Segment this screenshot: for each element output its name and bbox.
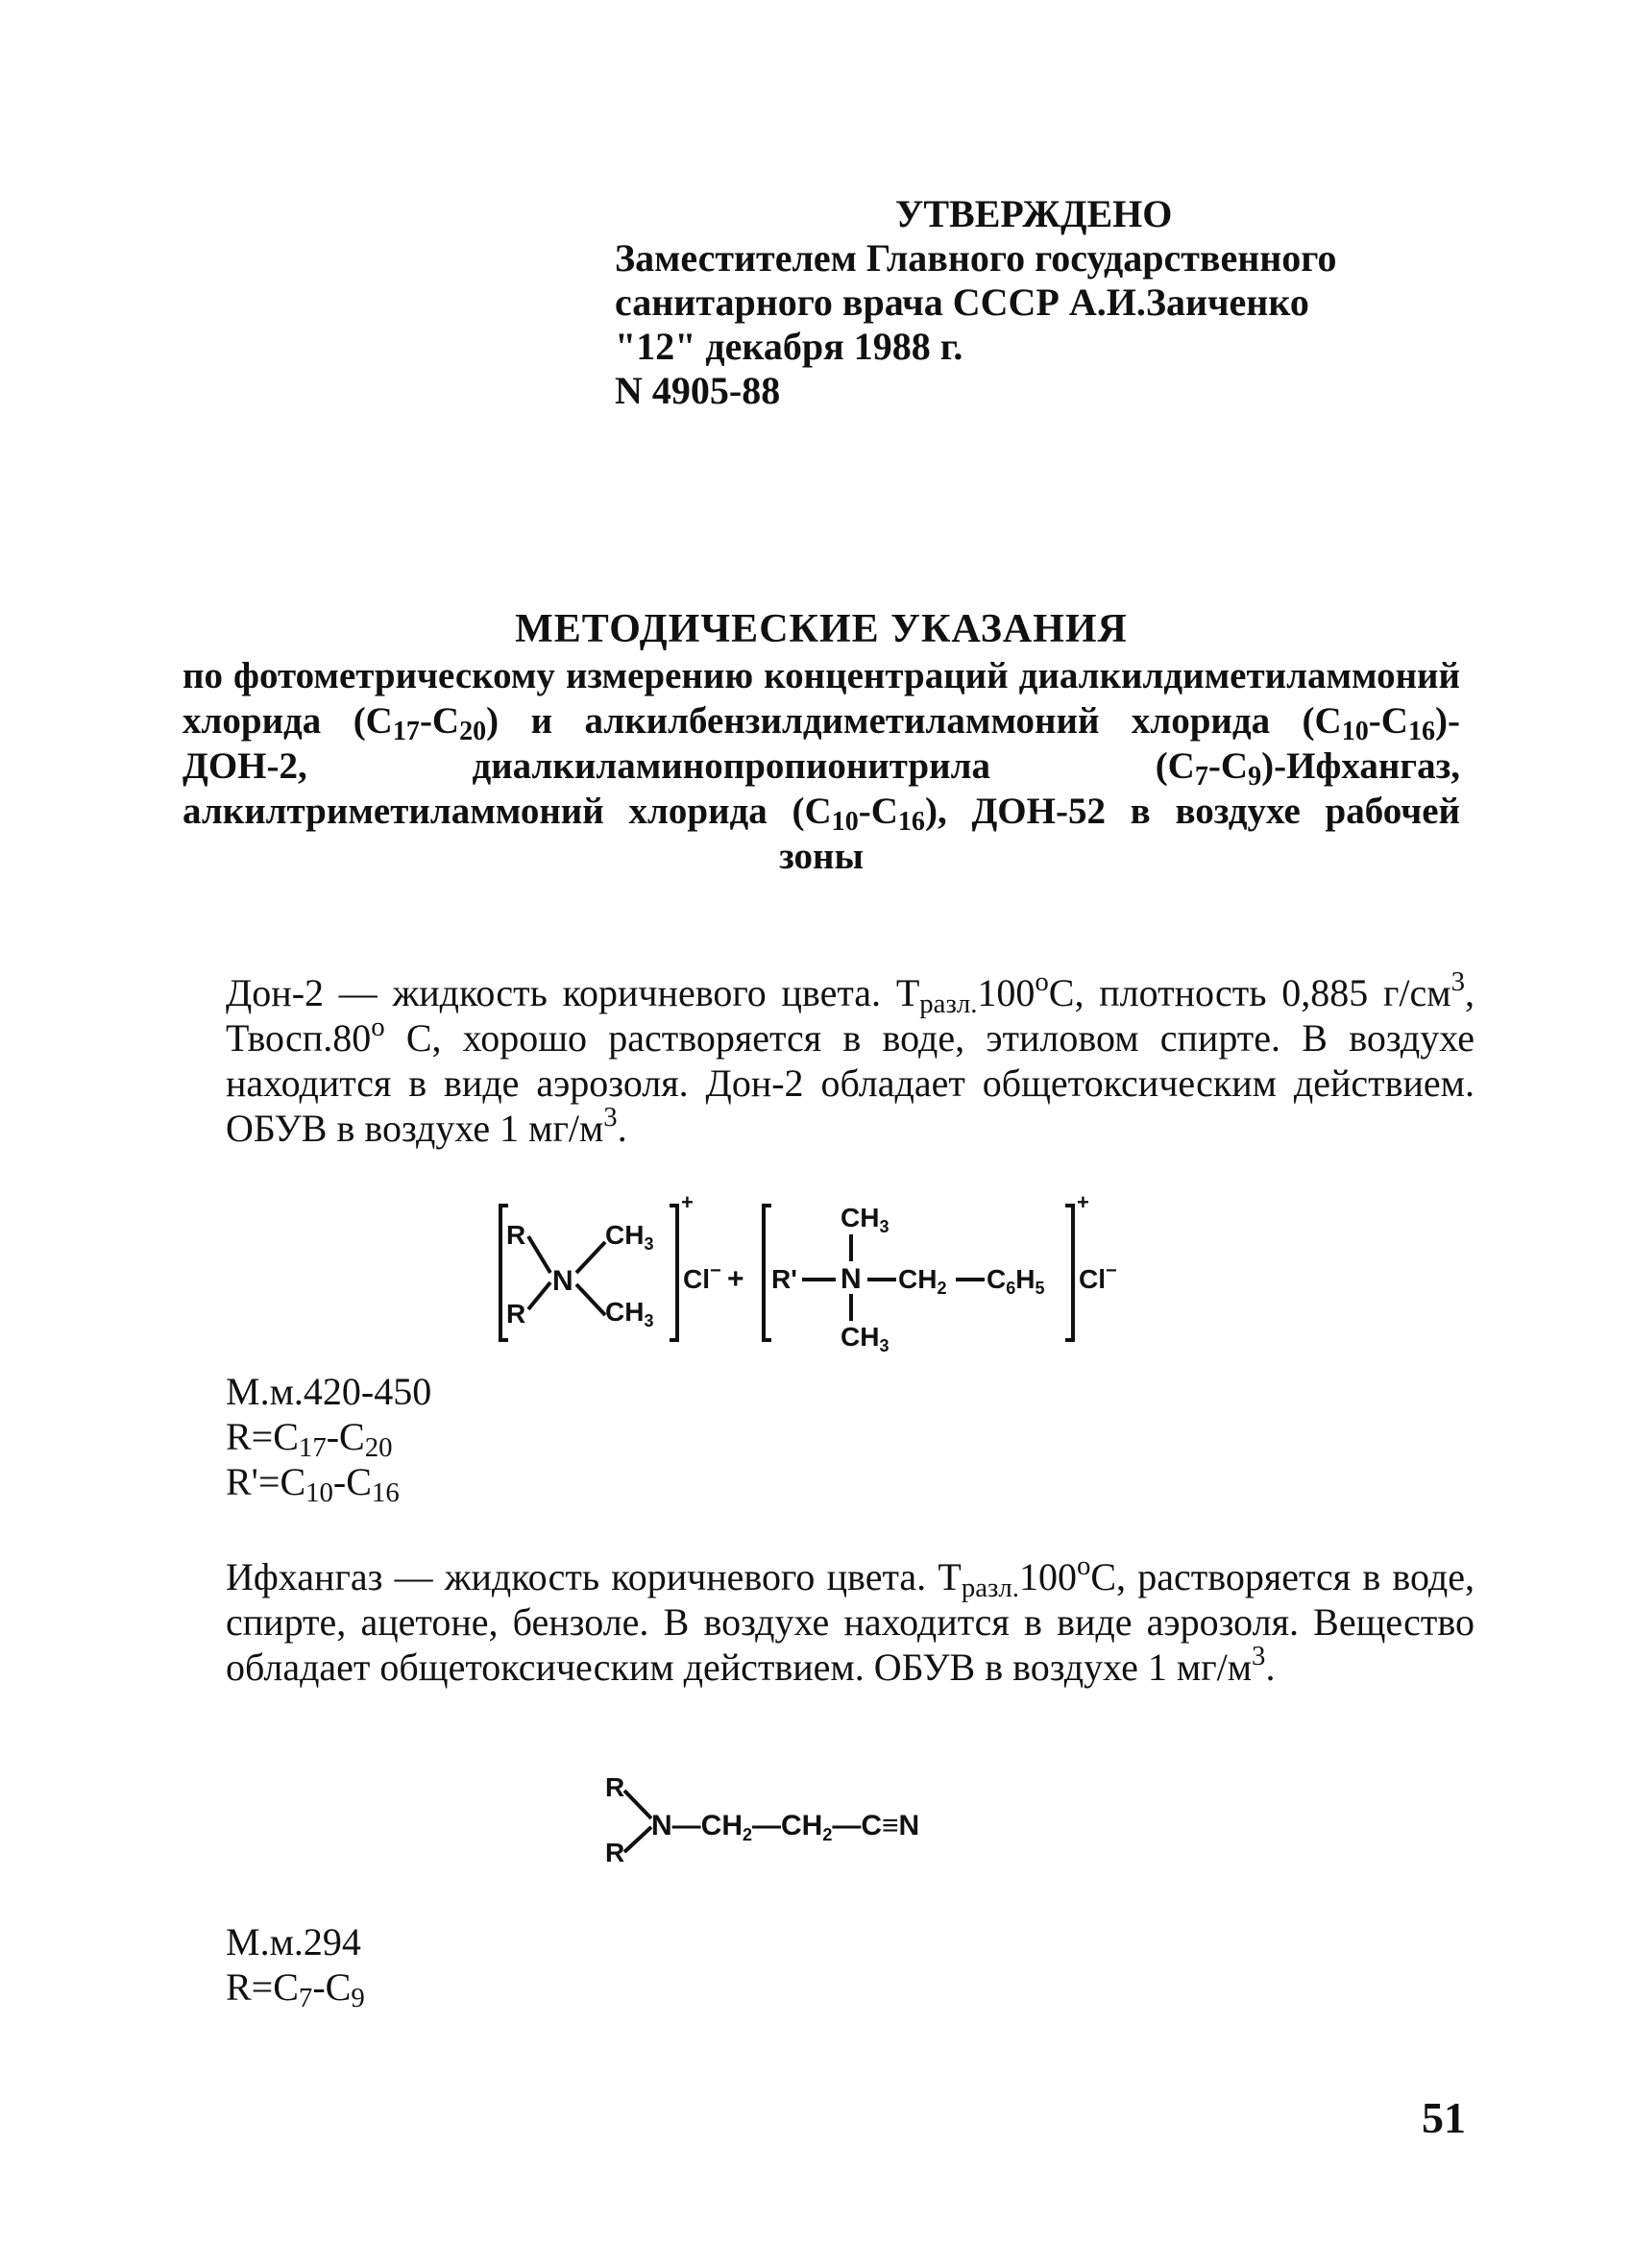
document-title: МЕТОДИЧЕСКИЕ УКАЗАНИЯ	[515, 607, 1128, 651]
subtitle-text: по фотометрическому измерению концентраций диалкилдиметиламмоний хлорида (C	[183, 655, 1460, 742]
paragraph-text: С, хорошо растворяется в воде, этиловом спирте. В воздухе находится в виде аэрозоля. Дон-2 обладает общетоксическим действием. ОБУВ в воздухе 1 мг/м	[226, 1016, 1475, 1150]
cl-text: Cl	[1079, 1264, 1106, 1294]
charge-minus: −	[710, 1260, 721, 1281]
ch3-group	[605, 1220, 653, 1254]
superscript: o	[1035, 966, 1049, 998]
subscript: 7	[1194, 762, 1208, 793]
bracket-right	[670, 1206, 677, 1340]
ch-text: CH	[605, 1297, 645, 1327]
r-text: R=C	[226, 1415, 299, 1458]
subscript: 17	[298, 1432, 327, 1464]
subscript: 16	[897, 807, 925, 838]
ch3-group	[841, 1322, 889, 1354]
r-prime-label: R'	[771, 1264, 797, 1294]
paragraph-text: Ифхангаз — жидкость коричневого цвета. Т	[226, 1555, 962, 1598]
subtitle-text: )-Ифхангаз, алкилтриметиламмоний хлорида (C	[183, 745, 1460, 832]
molecular-mass: М.м.294	[226, 1920, 361, 1963]
approval-line-1: Заместителем Главного государственного	[615, 236, 1337, 280]
c-text: C	[987, 1264, 1007, 1294]
phenyl-group	[987, 1264, 1045, 1298]
subtitle-text: )-ДОН-2, диалкиламинопропионитрила (C	[183, 700, 1461, 787]
subtitle-text: ) и алкилбензилдиметиламмоний хлорида (C	[486, 700, 1342, 742]
ifhangaz-molecular-info	[226, 1919, 365, 2014]
r-definition	[226, 1964, 365, 2014]
h-text: H	[1015, 1264, 1036, 1294]
subscript: 9	[351, 1983, 365, 2014]
subscript: 16	[371, 1477, 400, 1509]
subscript: 3	[879, 1336, 890, 1354]
subscript: 20	[364, 1432, 393, 1464]
r-definition	[226, 1414, 431, 1464]
paragraph-text: С, плотность 0,885 г/см	[1048, 971, 1451, 1014]
subscript: 3	[644, 1311, 654, 1330]
subtitle-text: -C	[1368, 700, 1408, 742]
page-number: 51	[1422, 2093, 1466, 2142]
paragraph-text: 100	[1018, 1555, 1077, 1598]
subtitle-text: -C	[419, 700, 460, 742]
r-text: R'=C	[226, 1460, 306, 1503]
chloride	[683, 1260, 721, 1294]
subscript: 10	[305, 1477, 333, 1509]
don2-structural-formula	[485, 1186, 1158, 1354]
molecular-mass: М.м.420-450	[226, 1370, 432, 1413]
bond	[528, 1282, 550, 1309]
r-text: -C	[326, 1415, 365, 1458]
bracket-left	[764, 1206, 771, 1340]
don2-description	[226, 966, 1475, 1151]
bond	[576, 1284, 605, 1315]
charge-minus: −	[1106, 1260, 1117, 1281]
paragraph-text: .	[1265, 1646, 1276, 1689]
subscript: разл.	[919, 988, 978, 1020]
ch-text: CH	[898, 1264, 938, 1294]
ch-text: CH	[841, 1322, 880, 1352]
subscript: 2	[822, 1825, 833, 1844]
approval-line-4: N 4905-88	[615, 369, 781, 412]
paragraph-text: .	[617, 1107, 627, 1150]
chain-text: —C≡N	[832, 1810, 920, 1841]
ch-text: CH	[841, 1203, 880, 1232]
r-text: -C	[312, 1965, 352, 2009]
superscript: 3	[1252, 1641, 1266, 1672]
ch3-group	[605, 1297, 653, 1330]
bond	[528, 1236, 550, 1273]
subscript: 7	[298, 1983, 313, 2014]
subtitle-text: -C	[858, 791, 898, 832]
document-subtitle	[183, 653, 1460, 879]
subscript: 9	[1248, 762, 1262, 793]
charge-plus: +	[1077, 1190, 1089, 1214]
n-atom: N	[552, 1265, 573, 1297]
subscript: 10	[1341, 717, 1369, 747]
r-prime-definition	[226, 1459, 431, 1509]
approval-line-2: санитарного врача СССР А.И.Заиченко	[615, 280, 1309, 324]
superscript: o	[1076, 1550, 1091, 1582]
ch2-group	[898, 1264, 946, 1298]
document-title-block	[183, 605, 1460, 879]
subscript: 6	[1006, 1279, 1016, 1298]
superscript: 3	[603, 1102, 618, 1134]
plus-sign: +	[727, 1263, 744, 1295]
paragraph-text: Дон-2 — жидкость коричневого цвета. Т	[226, 971, 920, 1014]
r-text: R=C	[226, 1965, 299, 2009]
subtitle-text: ), ДОН-52 в воздухе рабочей зоны	[779, 791, 1460, 877]
subscript: 5	[1035, 1279, 1045, 1298]
subscript: 2	[937, 1279, 947, 1298]
charge-plus: +	[681, 1190, 694, 1214]
subscript: 20	[459, 717, 487, 747]
superscript: o	[371, 1012, 385, 1043]
paragraph-text: 100	[977, 971, 1036, 1014]
subscript: разл.	[961, 1573, 1019, 1604]
subtitle-text: -C	[1207, 745, 1249, 787]
approval-heading: УТВЕРЖДЕНО	[895, 192, 1173, 235]
subscript: 2	[743, 1825, 753, 1844]
paragraph-text: , Твосп.80	[226, 971, 1475, 1060]
cl-text: Cl	[683, 1264, 710, 1294]
don2-molecular-info	[226, 1369, 432, 1509]
r-label: R	[506, 1220, 526, 1250]
superscript: 3	[1450, 966, 1466, 998]
subscript: 3	[879, 1217, 890, 1236]
n-atom: N	[841, 1263, 862, 1295]
r-label: R	[605, 1838, 625, 1867]
nitrile-chain	[651, 1810, 919, 1844]
r-label: R	[506, 1299, 526, 1329]
subscript: 17	[392, 717, 420, 747]
ifhangaz-structural-formula	[596, 1766, 1047, 1871]
r-label: R	[605, 1772, 625, 1802]
subscript: 16	[1407, 717, 1436, 747]
ifhangaz-description	[226, 1550, 1475, 1690]
subscript: 10	[831, 807, 859, 838]
chloride	[1079, 1260, 1117, 1294]
bond	[624, 1791, 651, 1818]
ch3-group	[841, 1203, 889, 1236]
bond	[576, 1242, 605, 1273]
ch-text: CH	[605, 1220, 645, 1250]
paragraph-text: С, растворяется в воде, спирте, ацетоне, бензоле. В воздухе находится в виде аэрозоля. Вещество обладает общетоксическим действием. ОБУВ в воздухе 1 мг/м	[226, 1555, 1475, 1689]
chain-text: —CH	[752, 1810, 823, 1841]
bond	[624, 1827, 651, 1852]
subscript: 3	[644, 1234, 654, 1254]
bracket-right	[1065, 1206, 1073, 1340]
approval-line-3: "12" декабря 1988 г.	[615, 325, 963, 368]
approval-block	[615, 192, 1336, 413]
r-text: -C	[332, 1460, 372, 1503]
chain-text: N—CH	[651, 1810, 743, 1841]
